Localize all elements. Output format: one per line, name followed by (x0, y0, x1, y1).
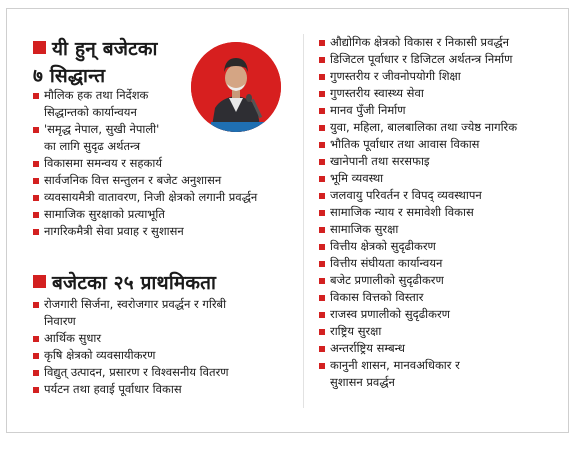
list-item-text: औद्योगिक क्षेत्रको विकास र निकासी प्रवर्द्धन (330, 35, 510, 49)
bullet-icon (319, 295, 325, 301)
list-item-text: आर्थिक सुधार (44, 331, 102, 345)
list-item-text: का लागि सुदृढ अर्थतन्त्र (44, 139, 141, 153)
list-item-text: जलवायु परिवर्तन र विपद् व्यवस्थापन (330, 188, 482, 202)
bullet-icon (319, 227, 325, 233)
list-item-text: राजस्व प्रणालीको सुदृढीकरण (330, 307, 450, 321)
list-item (32, 223, 257, 240)
list-item (318, 272, 517, 289)
list-item-text: भौतिक पूर्वाधार तथा आवास विकास (330, 137, 480, 151)
bullet-icon (33, 370, 39, 376)
bullet-icon (319, 40, 325, 46)
list-item (318, 357, 517, 391)
list-item (318, 289, 517, 306)
list-item (318, 255, 517, 272)
list-item-text: नागरिकमैत्री सेवा प्रवाह र सुशासन (44, 224, 184, 238)
bullet-icon (319, 346, 325, 352)
bullet-icon (33, 212, 39, 218)
priorities-list-right (318, 34, 517, 391)
bullet-icon (319, 278, 325, 284)
list-item (318, 170, 517, 187)
red-square-icon (33, 41, 46, 54)
list-item-text: विद्युत् उत्पादन, प्रसारण र विश्वसनीय वितरण (44, 365, 229, 379)
bullet-icon (319, 193, 325, 199)
bullet-icon (33, 387, 39, 393)
list-item-text: निवारण (44, 314, 76, 328)
list-item-text: युवा, महिला, बालबालिका तथा ज्येष्ठ नागरिक (330, 120, 518, 134)
list-item-text: सामाजिक सुरक्षाको प्रत्याभूति (44, 207, 165, 221)
list-item-text: कानुनी शासन, मानवअधिकार र (330, 358, 460, 372)
list-item (318, 68, 517, 85)
list-item-text: सामाजिक न्याय र समावेशी विकास (330, 205, 474, 219)
priorities-heading: बजेटका २५ प्राथमिकता (33, 272, 216, 295)
list-item-text: कृषि क्षेत्रको व्यवसायीकरण (44, 348, 156, 362)
list-item-text: विकासमा समन्वय र सहकार्य (44, 156, 162, 170)
list-item (318, 221, 517, 238)
bullet-icon (319, 57, 325, 63)
list-item (318, 306, 517, 323)
list-item-text: 'समृद्ध नेपाल, सुखी नेपाली' (44, 122, 160, 136)
list-item (318, 51, 517, 68)
bullet-icon (319, 159, 325, 165)
bullet-icon (319, 261, 325, 267)
bullet-icon (33, 178, 39, 184)
list-item (318, 204, 517, 221)
list-item (32, 121, 257, 155)
list-item-text: सामाजिक सुरक्षा (330, 222, 399, 236)
bullet-icon (33, 93, 39, 99)
list-item-text: राष्ट्रिय सुरक्षा (330, 324, 382, 338)
list-item-text: अन्तर्राष्ट्रिय सम्बन्ध (330, 341, 405, 355)
list-item (32, 87, 257, 121)
bullet-icon (319, 74, 325, 80)
bullet-icon (319, 91, 325, 97)
list-item (32, 155, 257, 172)
bullet-icon (33, 302, 39, 308)
list-item (318, 187, 517, 204)
list-item-text: सुशासन प्रवर्द्धन (330, 375, 395, 389)
list-item (318, 119, 517, 136)
list-item-text: वित्तीय संघीयता कार्यान्वयन (330, 256, 443, 270)
list-item-text: भूमि व्यवस्था (330, 171, 384, 185)
bullet-icon (319, 176, 325, 182)
list-item-text: वित्तीय क्षेत्रको सुदृढीकरण (330, 239, 436, 253)
list-item (318, 340, 517, 357)
red-square-icon (33, 275, 46, 288)
bullet-icon (33, 229, 39, 235)
bullet-icon (319, 210, 325, 216)
list-item (32, 330, 229, 347)
list-item (318, 102, 517, 119)
list-item-text: डिजिटल पूर्वाधार र डिजिटल अर्थतन्त्र निर्माण (330, 52, 513, 66)
list-item (318, 34, 517, 51)
principles-heading: यी हुन् बजेटका (33, 38, 158, 61)
bullet-icon (33, 195, 39, 201)
list-item (32, 347, 229, 364)
list-item-text: रोजगारी सिर्जना, स्वरोजगार प्रवर्द्धन र गरिबी (44, 297, 227, 311)
list-item (32, 296, 229, 330)
bullet-icon (319, 125, 325, 131)
list-item (318, 238, 517, 255)
list-item-text: व्यवसायमैत्री वातावरण, निजी क्षेत्रको लगानी प्रवर्द्धन (44, 190, 258, 204)
bullet-icon (33, 127, 39, 133)
principles-list (32, 87, 257, 240)
list-item-text: गुणस्तरीय र जीवनोपयोगी शिक्षा (330, 69, 461, 83)
list-item-text: मौलिक हक तथा निर्देशक (44, 88, 149, 102)
bullet-icon (319, 312, 325, 318)
list-item (32, 381, 229, 398)
list-item-text: विकास वित्तको विस्तार (330, 290, 424, 304)
list-item (32, 206, 257, 223)
bullet-icon (33, 353, 39, 359)
list-item (318, 85, 517, 102)
list-item-text: पर्यटन तथा हवाई पूर्वाधार विकास (44, 382, 182, 396)
list-item-text: बजेट प्रणालीको सुदृढीकरण (330, 273, 444, 287)
list-item (318, 323, 517, 340)
bullet-icon (33, 161, 39, 167)
list-item-text: गुणस्तरीय स्वास्थ्य सेवा (330, 86, 424, 100)
bullet-icon (319, 329, 325, 335)
column-divider (303, 34, 304, 408)
list-item-text: मानव पुँजी निर्माण (330, 103, 406, 117)
list-item-text: सार्वजनिक वित्त सन्तुलन र बजेट अनुशासन (44, 173, 222, 187)
bullet-icon (319, 142, 325, 148)
bullet-icon (319, 108, 325, 114)
list-item (318, 153, 517, 170)
bullet-icon (319, 244, 325, 250)
list-item-text: सिद्धान्तको कार्यान्वयन (44, 105, 137, 119)
bullet-icon (33, 336, 39, 342)
list-item (318, 136, 517, 153)
list-item-text: खानेपानी तथा सरसफाइ (330, 154, 430, 168)
list-item (32, 172, 257, 189)
priorities-list-left (32, 296, 229, 398)
bullet-icon (319, 363, 325, 369)
principles-heading-line2: ७ सिद्धान्त (33, 65, 106, 87)
list-item (32, 189, 257, 206)
list-item (32, 364, 229, 381)
